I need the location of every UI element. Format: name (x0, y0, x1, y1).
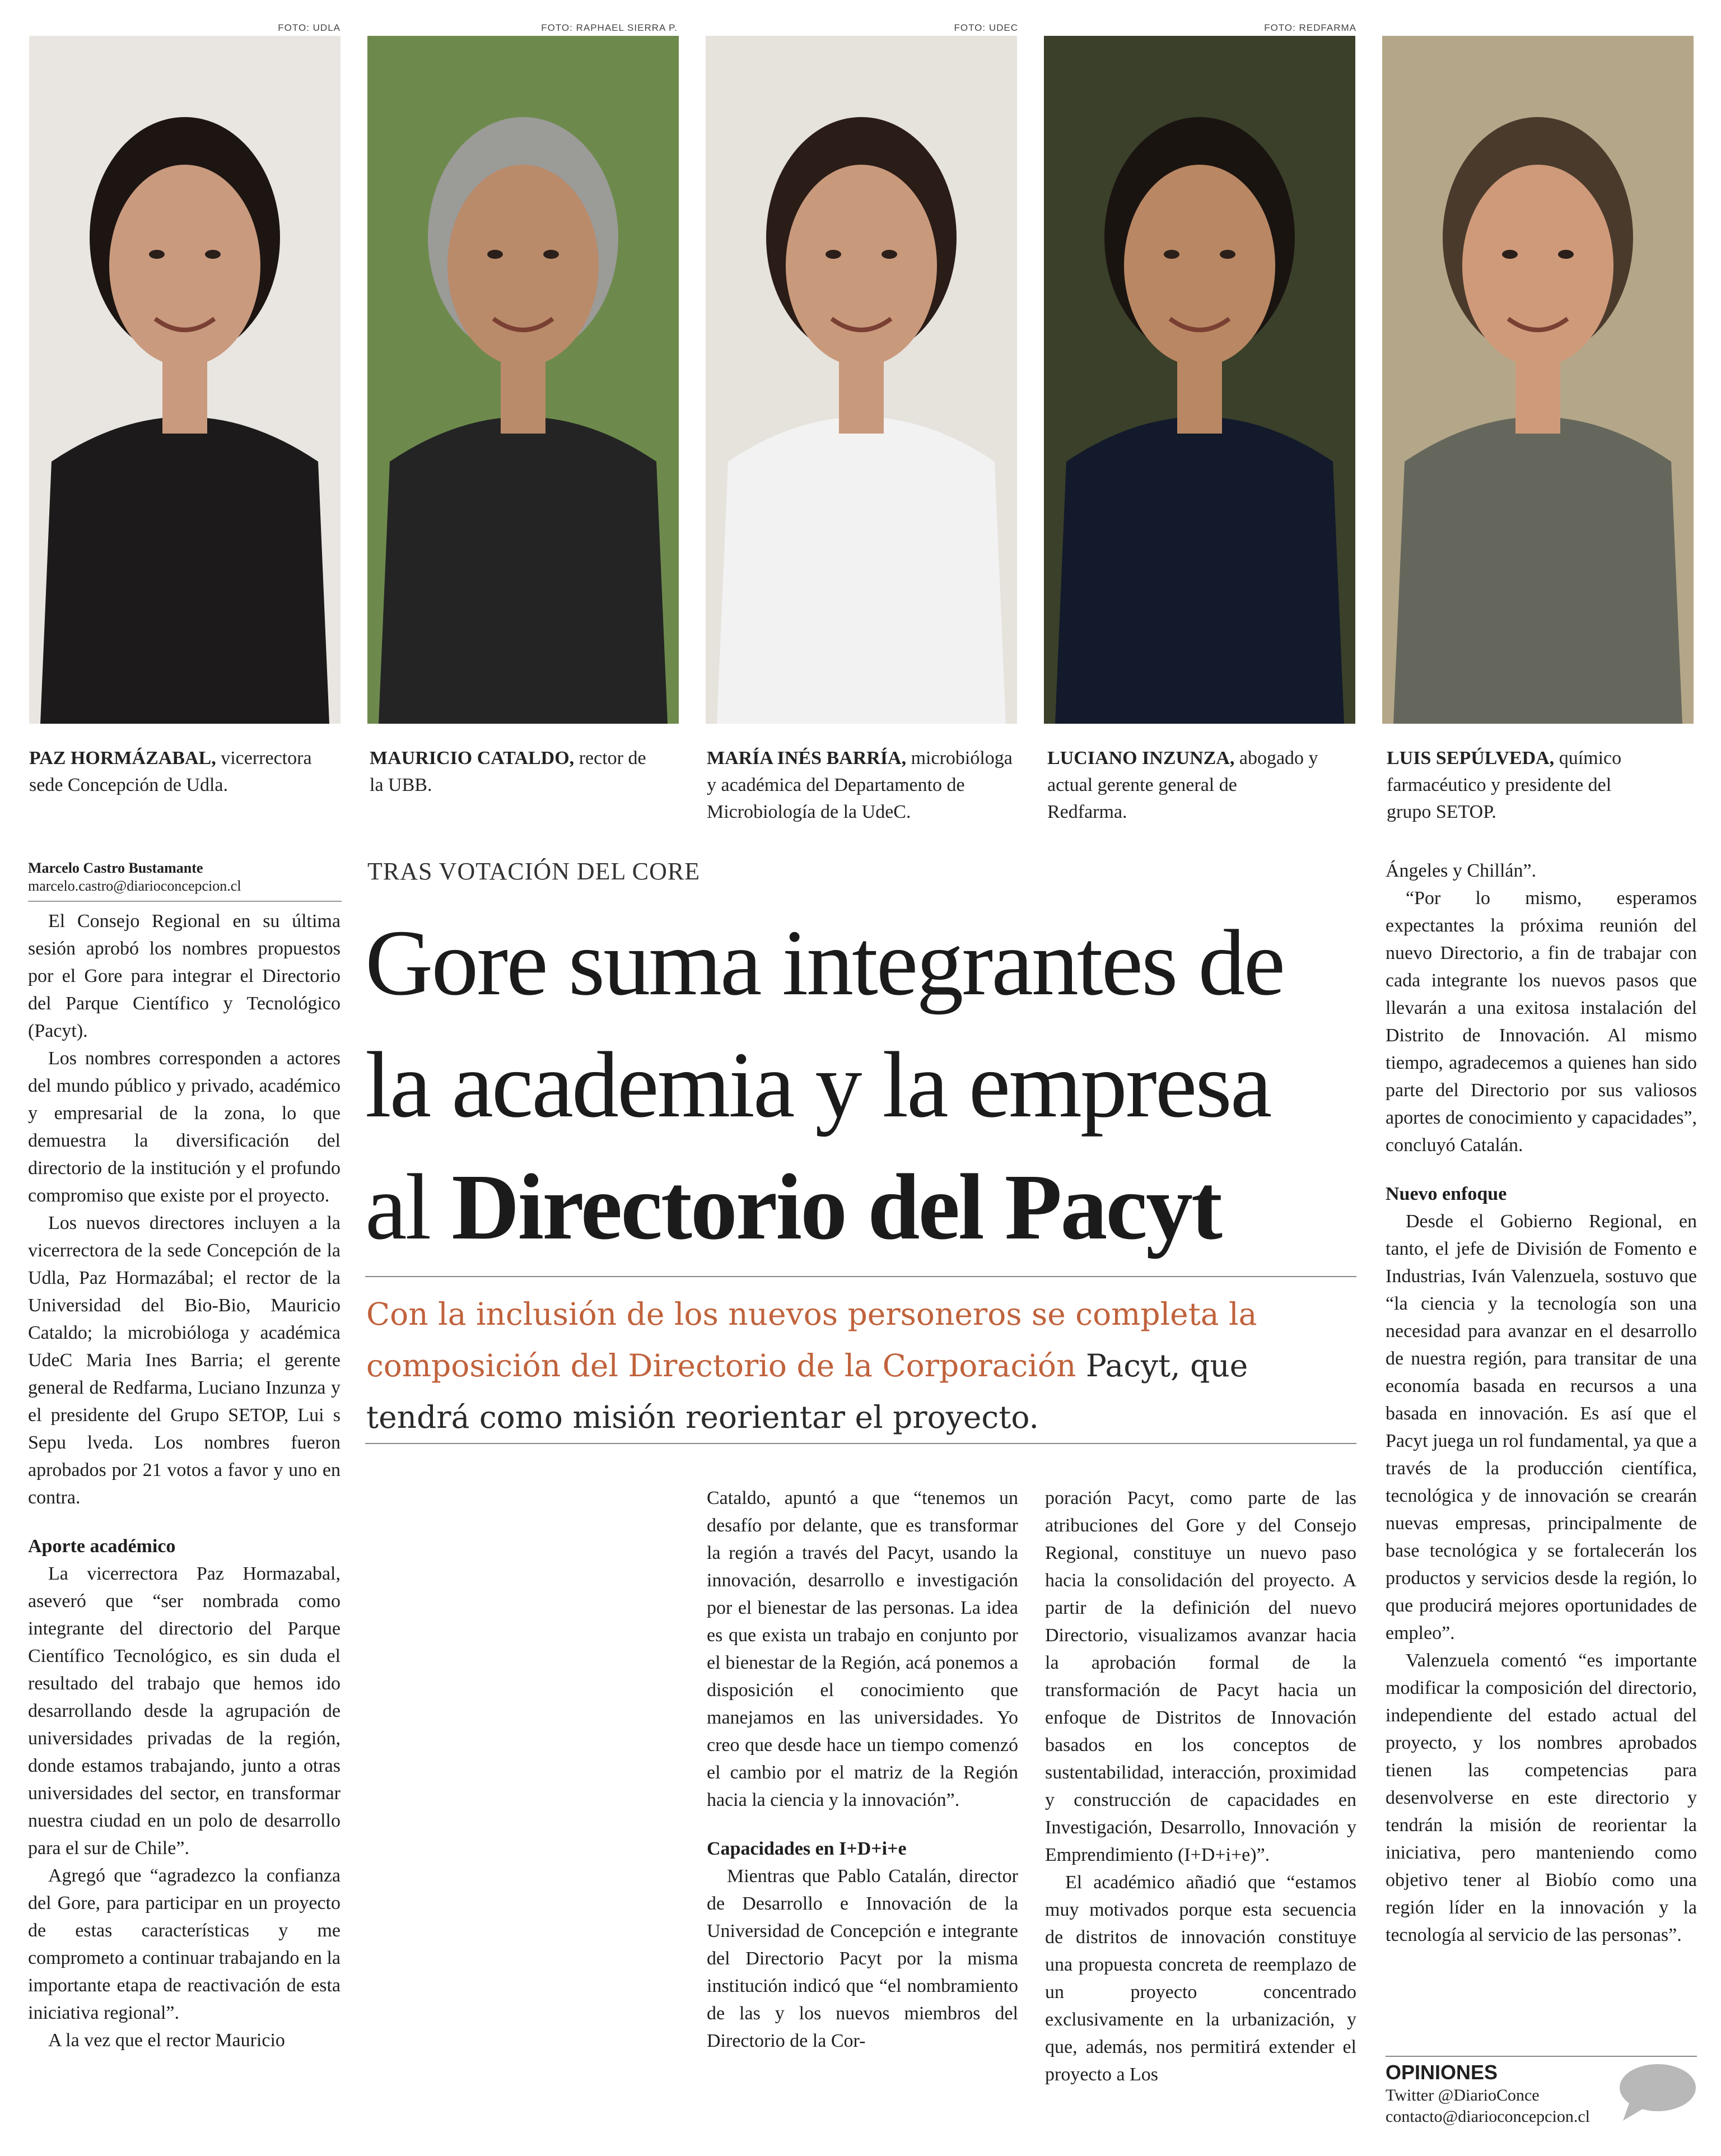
portrait-eye (205, 250, 221, 259)
article-column-4 (1045, 1484, 1356, 2088)
caption-4 (1047, 745, 1361, 826)
portrait-face (1462, 165, 1613, 366)
caption-text: rector de (574, 748, 646, 769)
headline-line-3-pre: al (365, 1155, 452, 1259)
portrait-body (1055, 417, 1344, 724)
paragraph: Valenzuela comentó “es importante modificar la composición del directorio, independiente del estado actual del proyecto, y los nombres aprobados tienen las competencias para desenvolverse en este directorio y tendrán la misión de reorientar la iniciativa, pero manteniendo como objetivo tener al Biobío como una región líder en la innovación y la tecnología al servicio de las personas”. (1386, 1650, 1697, 1945)
photo-credit-4: FOTO: REDFARMA (1264, 22, 1356, 33)
caption-text: la UBB. (370, 775, 432, 795)
portrait-eye (1220, 250, 1235, 259)
portrait-photo-2 (367, 36, 679, 724)
portrait-face (447, 165, 599, 366)
byline (28, 859, 342, 895)
lead-divider (365, 1443, 1356, 1444)
paragraph: El académico añadió que “estamos muy motivados porque esta secuencia de distritos de innovación constituye una propuesta concreta de reemplazo de un proyecto concentrado exclusivamente en la urbanización, y que, además, nos permitirá extender el proyecto a Los (1045, 1872, 1356, 2085)
article-column-5 (1386, 857, 1697, 1949)
opinions-box (1386, 2060, 1697, 2144)
caption-name: LUIS SEPÚLVEDA, (1387, 748, 1555, 769)
portrait-eye (487, 250, 503, 259)
portrait-face (1124, 165, 1275, 366)
author-name: Marcelo Castro Bustamante (28, 860, 203, 876)
headline-line-2: la academia y la empresa (365, 1033, 1271, 1137)
lead-text-2: Pacyt, que (1076, 1348, 1248, 1384)
paragraph: Agregó que “agradezco la confianza del Gore, para participar en un proyecto de estas características y me comprometo a continuar trabajando en la importante etapa de reactivación de esta iniciativa regional”. (28, 1865, 341, 2023)
kicker: TRAS VOTACIÓN DEL CORE (367, 858, 701, 885)
portrait-photo-1 (29, 36, 341, 724)
opinions-title: OPINIONES (1386, 2061, 1498, 2084)
paragraph: El Consejo Regional en su última sesión aprobó los nombres propuestos por el Gore para integrar el Directorio del Parque Científico y Tecnológico (Pacyt). (28, 911, 341, 1041)
paragraph: Ángeles y Chillán”. (1386, 860, 1537, 881)
caption-text: sede Concepción de Udla. (29, 775, 228, 795)
portrait-photo-3 (706, 36, 1017, 724)
paragraph: “Por lo mismo, esperamos expectantes la próxima reunión del nuevo Directorio, a fin de trabajar con cada integrante los nuevos pasos que llevarán a una exitosa instalación del Distrito de Innovación. Al mismo tiempo, agradecemos a quienes han sido parte del Directorio por sus valiosos aportes de conocimiento y capacidades”, concluyó Catalán. (1386, 888, 1697, 1156)
caption-name: PAZ HORMÁZABAL, (29, 748, 216, 769)
portrait-body (1393, 417, 1682, 724)
paragraph: La vicerrectora Paz Hormazabal, aseveró que “ser nombrada como integrante del directorio del Parque Científico Tecnológico, es sin duda el resultado del trabajo que hemos ido desarrollando desde la agrupación de universidades privadas de la región, donde estamos trabajando, junto a otras universidades del sector, en transformar nuestra ciudad en un polo de desarrollo para el sur de Chile”. (28, 1563, 341, 1859)
opinions-twitter[interactable]: Twitter @DiarioConce (1386, 2086, 1540, 2104)
portrait-eye (1502, 250, 1518, 259)
caption-name: LUCIANO INZUNZA, (1047, 748, 1235, 769)
caption-text: grupo SETOP. (1387, 802, 1496, 822)
subheading-capacidades: Capacidades en I+D+i+e (707, 1838, 907, 1859)
paragraph: Los nombres corresponden a actores del mundo público y privado, académico y empresarial de la zona, lo que demuestra la diversificación del directorio de la institución y el profundo compromiso que existe por el proyecto. (28, 1048, 341, 1206)
headline-divider (365, 1276, 1356, 1277)
author-email[interactable]: marcelo.castro@diarioconcepcion.cl (28, 878, 241, 894)
portrait-eye (543, 250, 559, 259)
paragraph: Mientras que Pablo Catalán, director de Desarrollo e Innovación de la Universidad de Concepción e integrante del Directorio Pacyt por la misma institución indicó que “el nombramiento de las y los nuevos miembros del Directorio de la Cor- (707, 1866, 1018, 2051)
caption-name: MARÍA INÉS BARRÍA, (707, 748, 907, 769)
lead-highlight-1: Con la inclusión de los nuevos personeros se completa la (366, 1296, 1257, 1332)
portrait-body (379, 417, 668, 724)
subheading-nuevo-enfoque: Nuevo enfoque (1386, 1184, 1507, 1204)
portrait-photo-5 (1382, 36, 1694, 724)
photo-credit-3: FOTO: UDEC (954, 22, 1018, 33)
caption-text: Redfarma. (1047, 802, 1127, 822)
caption-text: actual gerente general de (1047, 775, 1237, 795)
caption-text: Microbiología de la UdeC. (707, 802, 911, 822)
opinions-divider (1386, 2056, 1697, 2057)
lead-text-3: tendrá como misión reorientar el proyecto. (366, 1399, 1039, 1435)
caption-text: químico (1554, 748, 1622, 769)
article-column-1 (28, 907, 341, 2054)
article-column-3 (707, 1484, 1018, 2055)
portrait-face (786, 165, 937, 366)
portrait-body (717, 417, 1006, 724)
lead-paragraph (366, 1288, 1363, 1443)
headline-line-3 (365, 1146, 1373, 1268)
portrait-body (40, 417, 329, 724)
portrait-eye (1558, 250, 1574, 259)
caption-5 (1387, 745, 1700, 826)
photo-credit-1: FOTO: UDLA (278, 22, 341, 33)
caption-text: y académica del Departamento de (707, 775, 965, 795)
caption-text: abogado y (1234, 748, 1318, 769)
portrait-eye (882, 250, 897, 259)
portrait-eye (1164, 250, 1179, 259)
paragraph: Desde el Gobierno Regional, en tanto, el jefe de División de Fomento e Industrias, Iván Valenzuela, sostuvo que “la ciencia y la tecnología son una necesidad para avanzar en el desarrollo de nuestra región, para transitar de una economía basada en recursos a una basada en innovación. Es así que el Pacyt juega un rol fundamental, ya que a través de la producción científica, tecnológica y de innovación se crearán nuevas empresas, principalmente de base tecnológica y se fortalecerán los productos y servicios desde la región, lo que producirá mejores oportunidades de empleo”. (1386, 1211, 1697, 1643)
paragraph: A la vez que el rector Mauricio (48, 2030, 285, 2051)
paragraph: Los nuevos directores incluyen a la vicerrectora de la sede Concepción de la Udla, Paz Hormazábal; el rector de la Universidad del Bio-Bio, Mauricio Cataldo; la microbióloga y académica UdeC Maria Ines Barria; el gerente general de Redfarma, Luciano Inzunza y el presidente del Grupo SETOP, Lui s Sepu lveda. Los nombres fueron aprobados por 21 votos a favor y uno en contra. (28, 1213, 341, 1508)
caption-text: microbióloga (906, 748, 1013, 769)
headline-line-1: Gore suma integrantes de (365, 911, 1284, 1015)
photo-credit-2: FOTO: RAPHAEL SIERRA P. (541, 22, 678, 33)
headline-line-3-bold: Directorio del Pacyt (451, 1155, 1221, 1259)
portrait-illustration (1382, 36, 1694, 724)
portrait-illustration (706, 36, 1017, 724)
headline (365, 902, 1373, 1268)
speech-bubble-icon (1613, 2062, 1697, 2124)
caption-text: farmacéutico y presidente del (1387, 775, 1612, 795)
paragraph: Cataldo, apuntó a que “tenemos un desafío por delante, que es transformar la región a través del Pacyt, usando la innovación, desarrollo e investigación por el bienestar de las personas. La idea es que exista un trabajo en conjunto por el bienestar de la Región, acá ponemos a disposición el conocimiento que manejamos en las universidades. Yo creo que desde hace un tiempo comenzó el cambio por el matriz de la Región hacia la ciencia y la innovación”. (707, 1488, 1018, 1810)
opinions-email[interactable]: contacto@diarioconcepcion.cl (1386, 2107, 1590, 2126)
byline-divider (28, 901, 342, 902)
portrait-illustration (367, 36, 679, 724)
portrait-illustration (1044, 36, 1355, 724)
portrait-face (109, 165, 260, 366)
caption-name: MAURICIO CATALDO, (370, 748, 575, 769)
caption-2 (370, 745, 683, 799)
portrait-photo-4 (1044, 36, 1355, 724)
caption-text: vicerrectora (216, 748, 312, 769)
lead-highlight-2: composición del Directorio de la Corporación (366, 1348, 1076, 1384)
portrait-eye (825, 250, 841, 259)
paragraph: poración Pacyt, como parte de las atribuciones del Gore y del Consejo Regional, constituye un nuevo paso hacia la consolidación del proyecto. A partir de la definición del nuevo Directorio, visualizamos avanzar hacia la aprobación formal de la transformación de Pacyt hacia un enfoque de Distritos de Innovación basados en los conceptos de sustentabilidad, interacción, proximidad y construcción de capacidades en Investigación, Desarrollo, Innovación y Emprendimiento (I+D+i+e)”. (1045, 1488, 1356, 1865)
subheading-aporte-academico: Aporte académico (28, 1536, 176, 1557)
portrait-illustration (29, 36, 341, 724)
portrait-eye (149, 250, 165, 259)
caption-1 (29, 745, 343, 799)
caption-3 (707, 745, 1032, 826)
